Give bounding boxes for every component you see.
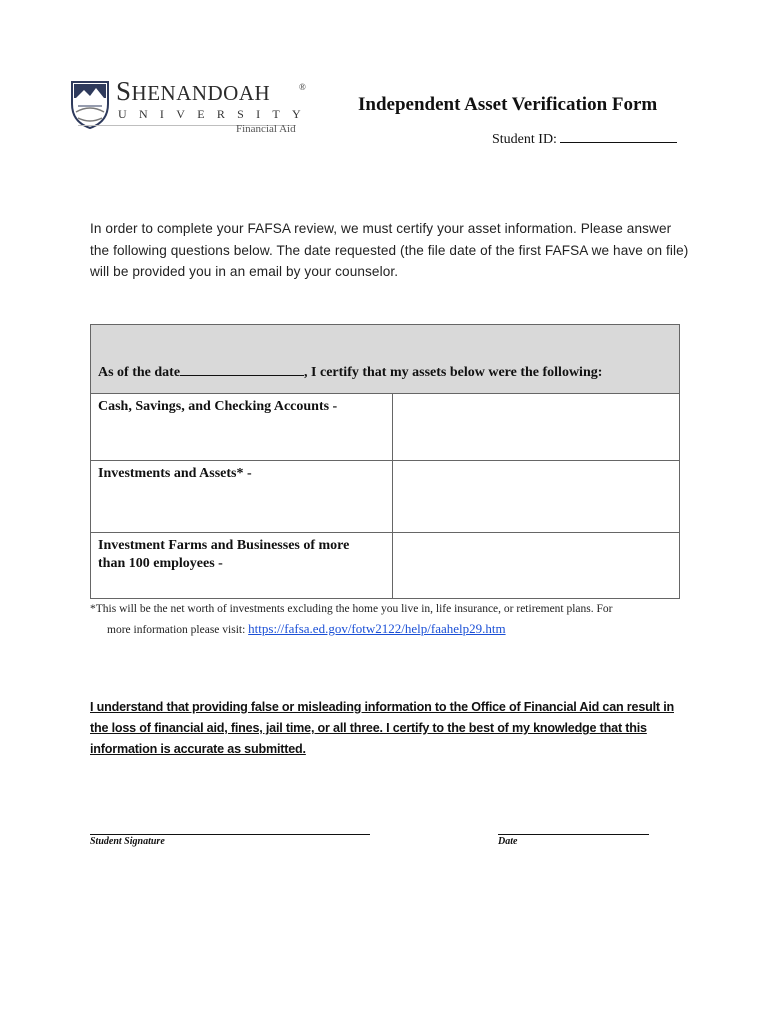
student-id-field xyxy=(492,130,677,148)
fafsa-help-link[interactable]: https://fafsa.ed.gov/fotw2122/help/faahelp29.htm xyxy=(248,621,506,636)
asset-table xyxy=(90,324,680,599)
date-signature-label: Date xyxy=(498,836,518,847)
footnote xyxy=(90,600,690,640)
table-row xyxy=(91,461,679,533)
logo-wordmark: SHENANDOAH xyxy=(116,76,271,106)
logo-department: Financial Aid xyxy=(236,123,296,135)
cash-amount-field[interactable] xyxy=(392,394,679,460)
student-signature-line[interactable] xyxy=(90,834,370,835)
intro-paragraph: In order to complete your FAFSA review, we must certify your asset information. Please answer the following questions below. The date requested (the file date of the first FAFSA we have on file) will be provided you in an email by your counselor. xyxy=(90,221,689,279)
footnote-line-2: more information please visit: https://fafsa.ed.gov/fotw2122/help/faahelp29.htm xyxy=(107,621,506,636)
investments-amount-field[interactable] xyxy=(392,461,679,532)
table-row xyxy=(91,394,679,461)
student-signature-label: Student Signature xyxy=(90,836,165,847)
date-blank[interactable] xyxy=(180,363,304,376)
student-id-blank[interactable] xyxy=(560,130,677,143)
date-signature-line[interactable] xyxy=(498,834,649,835)
asset-table-header xyxy=(91,325,679,394)
row-label-investments: Investments and Assets* - xyxy=(98,466,252,481)
certification-statement: I understand that providing false or misleading information to the Office of Financial Aid can result in the loss of financial aid, fines, jail time, or all three. I certify to the best of my knowledge that this information is accurate as submitted. xyxy=(90,700,674,756)
table-row xyxy=(91,533,679,598)
row-label-cash: Cash, Savings, and Checking Accounts - xyxy=(98,399,338,414)
row-label-farms-businesses: Investment Farms and Businesses of more than 100 employees - xyxy=(98,538,350,571)
registered-mark: ® xyxy=(299,82,306,92)
farms-businesses-amount-field[interactable] xyxy=(392,533,679,598)
logo-university-text: UNIVERSITY xyxy=(118,107,313,121)
shield-crest-icon xyxy=(70,78,110,130)
student-id-label: Student ID: xyxy=(492,132,557,147)
university-logo xyxy=(70,74,313,138)
footnote-line-1: *This will be the net worth of investments excluding the home you live in, life insurance, or retirement plans. For xyxy=(90,603,613,615)
asset-header-text: As of the date , I certify that my assets below were the following: xyxy=(98,365,603,380)
form-title: Independent Asset Verification Form xyxy=(358,94,658,115)
